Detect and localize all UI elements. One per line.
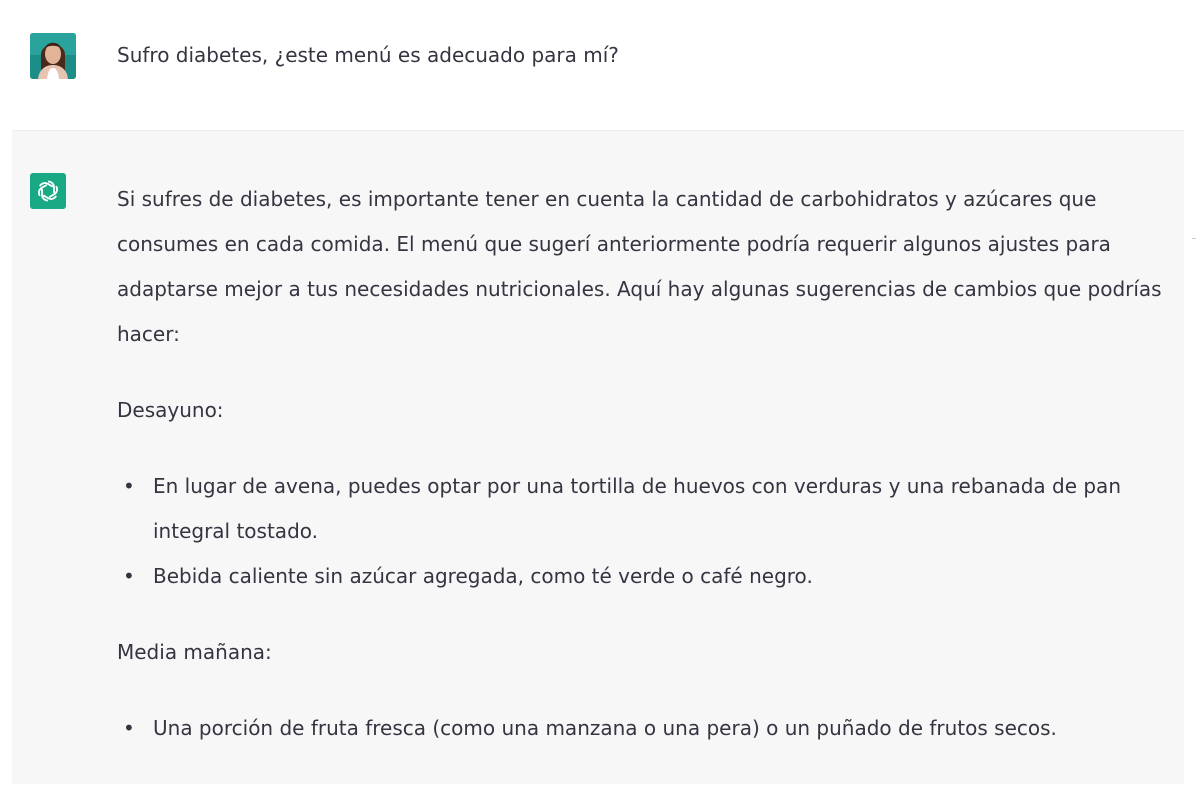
- bullet-icon: •: [123, 474, 135, 498]
- assistant-message-content: [117, 177, 1172, 751]
- openai-logo-icon: [30, 173, 66, 209]
- list-item: [117, 554, 1172, 599]
- list-item-text: Bebida caliente sin azúcar agregada, como té verde o café negro.: [153, 564, 813, 588]
- user-message-text: Sufro diabetes, ¿este menú es adecuado para mí?: [117, 43, 619, 67]
- section-heading-media-manana: Media mañana:: [117, 640, 272, 664]
- assistant-intro-paragraph: Si sufres de diabetes, es importante tener en cuenta la cantidad de carbohidratos y azúcares que consumes en cada comida. El menú que sugerí anteriormente podría requerir algunos ajustes para adaptarse mejor a tus necesidades nutricionales. Aquí hay algunas sugerencias de cambios que podrías hacer:: [117, 187, 1162, 346]
- bullet-icon: •: [123, 564, 135, 588]
- list-item-text: Una porción de fruta fresca (como una manzana o una pera) o un puñado de frutos secos.: [153, 716, 1057, 740]
- bullet-icon: •: [123, 716, 135, 740]
- assistant-message-row: [12, 130, 1184, 784]
- list-item-text: En lugar de avena, puedes optar por una tortilla de huevos con verduras y una rebanada de pan integral tostado.: [153, 474, 1121, 543]
- openai-knot-icon: [35, 178, 61, 204]
- list-item: [117, 706, 1172, 751]
- user-avatar-photo-icon: [30, 33, 76, 79]
- scrollbar-hint: [1192, 238, 1196, 239]
- user-message-row: [0, 0, 1200, 128]
- list-desayuno: [117, 464, 1172, 599]
- list-item: [117, 464, 1172, 554]
- list-media-manana: [117, 706, 1172, 751]
- section-heading-desayuno: Desayuno:: [117, 398, 224, 422]
- user-avatar: [30, 33, 76, 79]
